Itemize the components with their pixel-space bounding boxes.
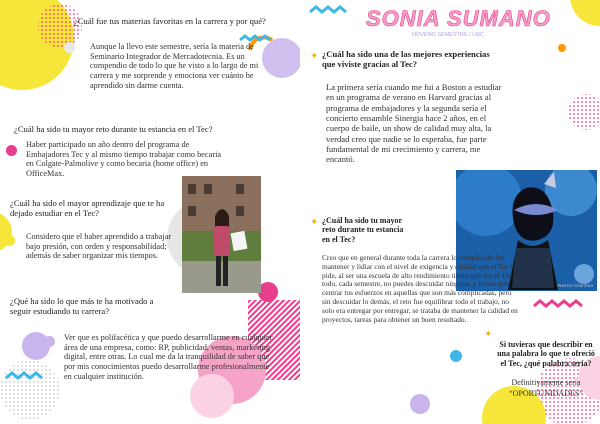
gray-dotted-circle [0,360,60,420]
sparkle-icon-1: ✦ [310,51,319,62]
right-page [300,0,600,424]
student-name-title: SONIA SUMANO [366,6,551,31]
bullet-3 [4,235,15,246]
photo-caption: PHOTO: CCM 2015 [557,283,593,288]
blue-dot [450,350,462,362]
sparkle-icon-3: ✦ [484,329,493,340]
sparkle-icon-2: ✦ [310,217,319,228]
student-subtitle: NOVENO SEMESTRE / LMC [412,32,484,38]
blue-wave-title [310,7,346,12]
left-answer-2: Haber participado un año dentro del programa de Embajadores Tec y al mismo tiempo trabajar como becaria en Colgate-Palmolive y como becaria (home office) en OfficeMax. [26,140,222,179]
lavender-dot [410,394,430,414]
left-question-4: ¿Qué ha sido lo que más te ha motivado a seguir estudiando tu carrera? [10,296,154,317]
left-question-3: ¿Cuál ha sido el mayor aprendizaje que te ha dejado estudiar en el Tec? [10,198,165,219]
left-question-1: ¿Cuál fue tus materias favoritas en la carrera y por qué? [74,16,266,26]
magenta-wave [534,301,582,306]
right-answer-1: La primera sería cuando me fui a Boston a estudiar en un programa de verano en Harvard gracias al programa de embajadores y la segunda sería el concierto ensamble Sinergia hace 2 años, en el cuerpo de baile, un show de calidad muy alta, la verdad creo que nadie se lo esperaba, fue parte fundamental de mi crecimiento y carrera, me encantó. [326,82,502,165]
student-photo-left [182,176,261,293]
right-question-2: ¿Cuál ha sido tu mayor reto durante tu estancia en el Tec? [322,216,404,244]
right-question-1: ¿Cuál ha sido una de las mejores experiencias que viviste gracias al Tec? [322,49,490,70]
pink-dotted-circle-right [568,94,600,130]
left-answer-4: Ver que es polifacética y que puedo desarrollarme en cualquier área de una empresa, como: RP, publicidad, ventas, marketing digital, entre otras. Lo cual me da la tranquilidad de saber que por mis conocimientos puedo desarrollarme profesionalmente en cualquier institución. [64,333,273,381]
yellow-circle-top-right [570,0,600,26]
right-answer-2: Creo que en general durante toda la carrera lo complicado fue mantener y lidiar con el nivel de exigencia y calidad que el Tec te pide, al ser una escuela de alto rendimiento tienes que dar el 100 a todo, cada semestre, no puedes descuidar ninguna, y tienes que centrar tus esfuerzos en aquellas que son más complicadas, pero sin descuidar lo demás, el reto fue equilibrar todo el trabajo, no solo era entregar por entregar, se trataba de mantener la calidad en proyectos, tareas para obtener un buen resultado. [322,253,518,324]
bullet-1 [64,42,75,53]
magenta-circle-mid [258,282,278,302]
bullet-2 [6,145,17,156]
bullet-4 [44,336,55,347]
right-answer-3-word: “OPORTUNIDADES” [509,389,583,398]
right-answer-3-prefix: Definitivamente sería [511,378,581,387]
left-question-2: ¿Cuál ha sido tu mayor reto durante tu estancia en el Tec? [14,124,213,134]
right-question-3: Si tuvieras que describir en una palabra lo que te ofreció el Tec, ¿qué palabra sería? [497,340,595,368]
left-answer-3: Considero que el haber aprendido a trabajar bajo presión, con orden y responsabilidad; además de saber organizar mis tiempos. [26,232,172,261]
left-answer-1: Aunque la llevo este semestre, sería la materia de Seminario Integrador de Mercadotecnia. Es un compendio de todo lo que he visto a lo largo de mi carrera y me sorprende y emociona ver cuánto he aprendido sin darme cuenta. [90,42,259,90]
photo-illustration [182,176,261,293]
orange-dot [558,44,566,52]
